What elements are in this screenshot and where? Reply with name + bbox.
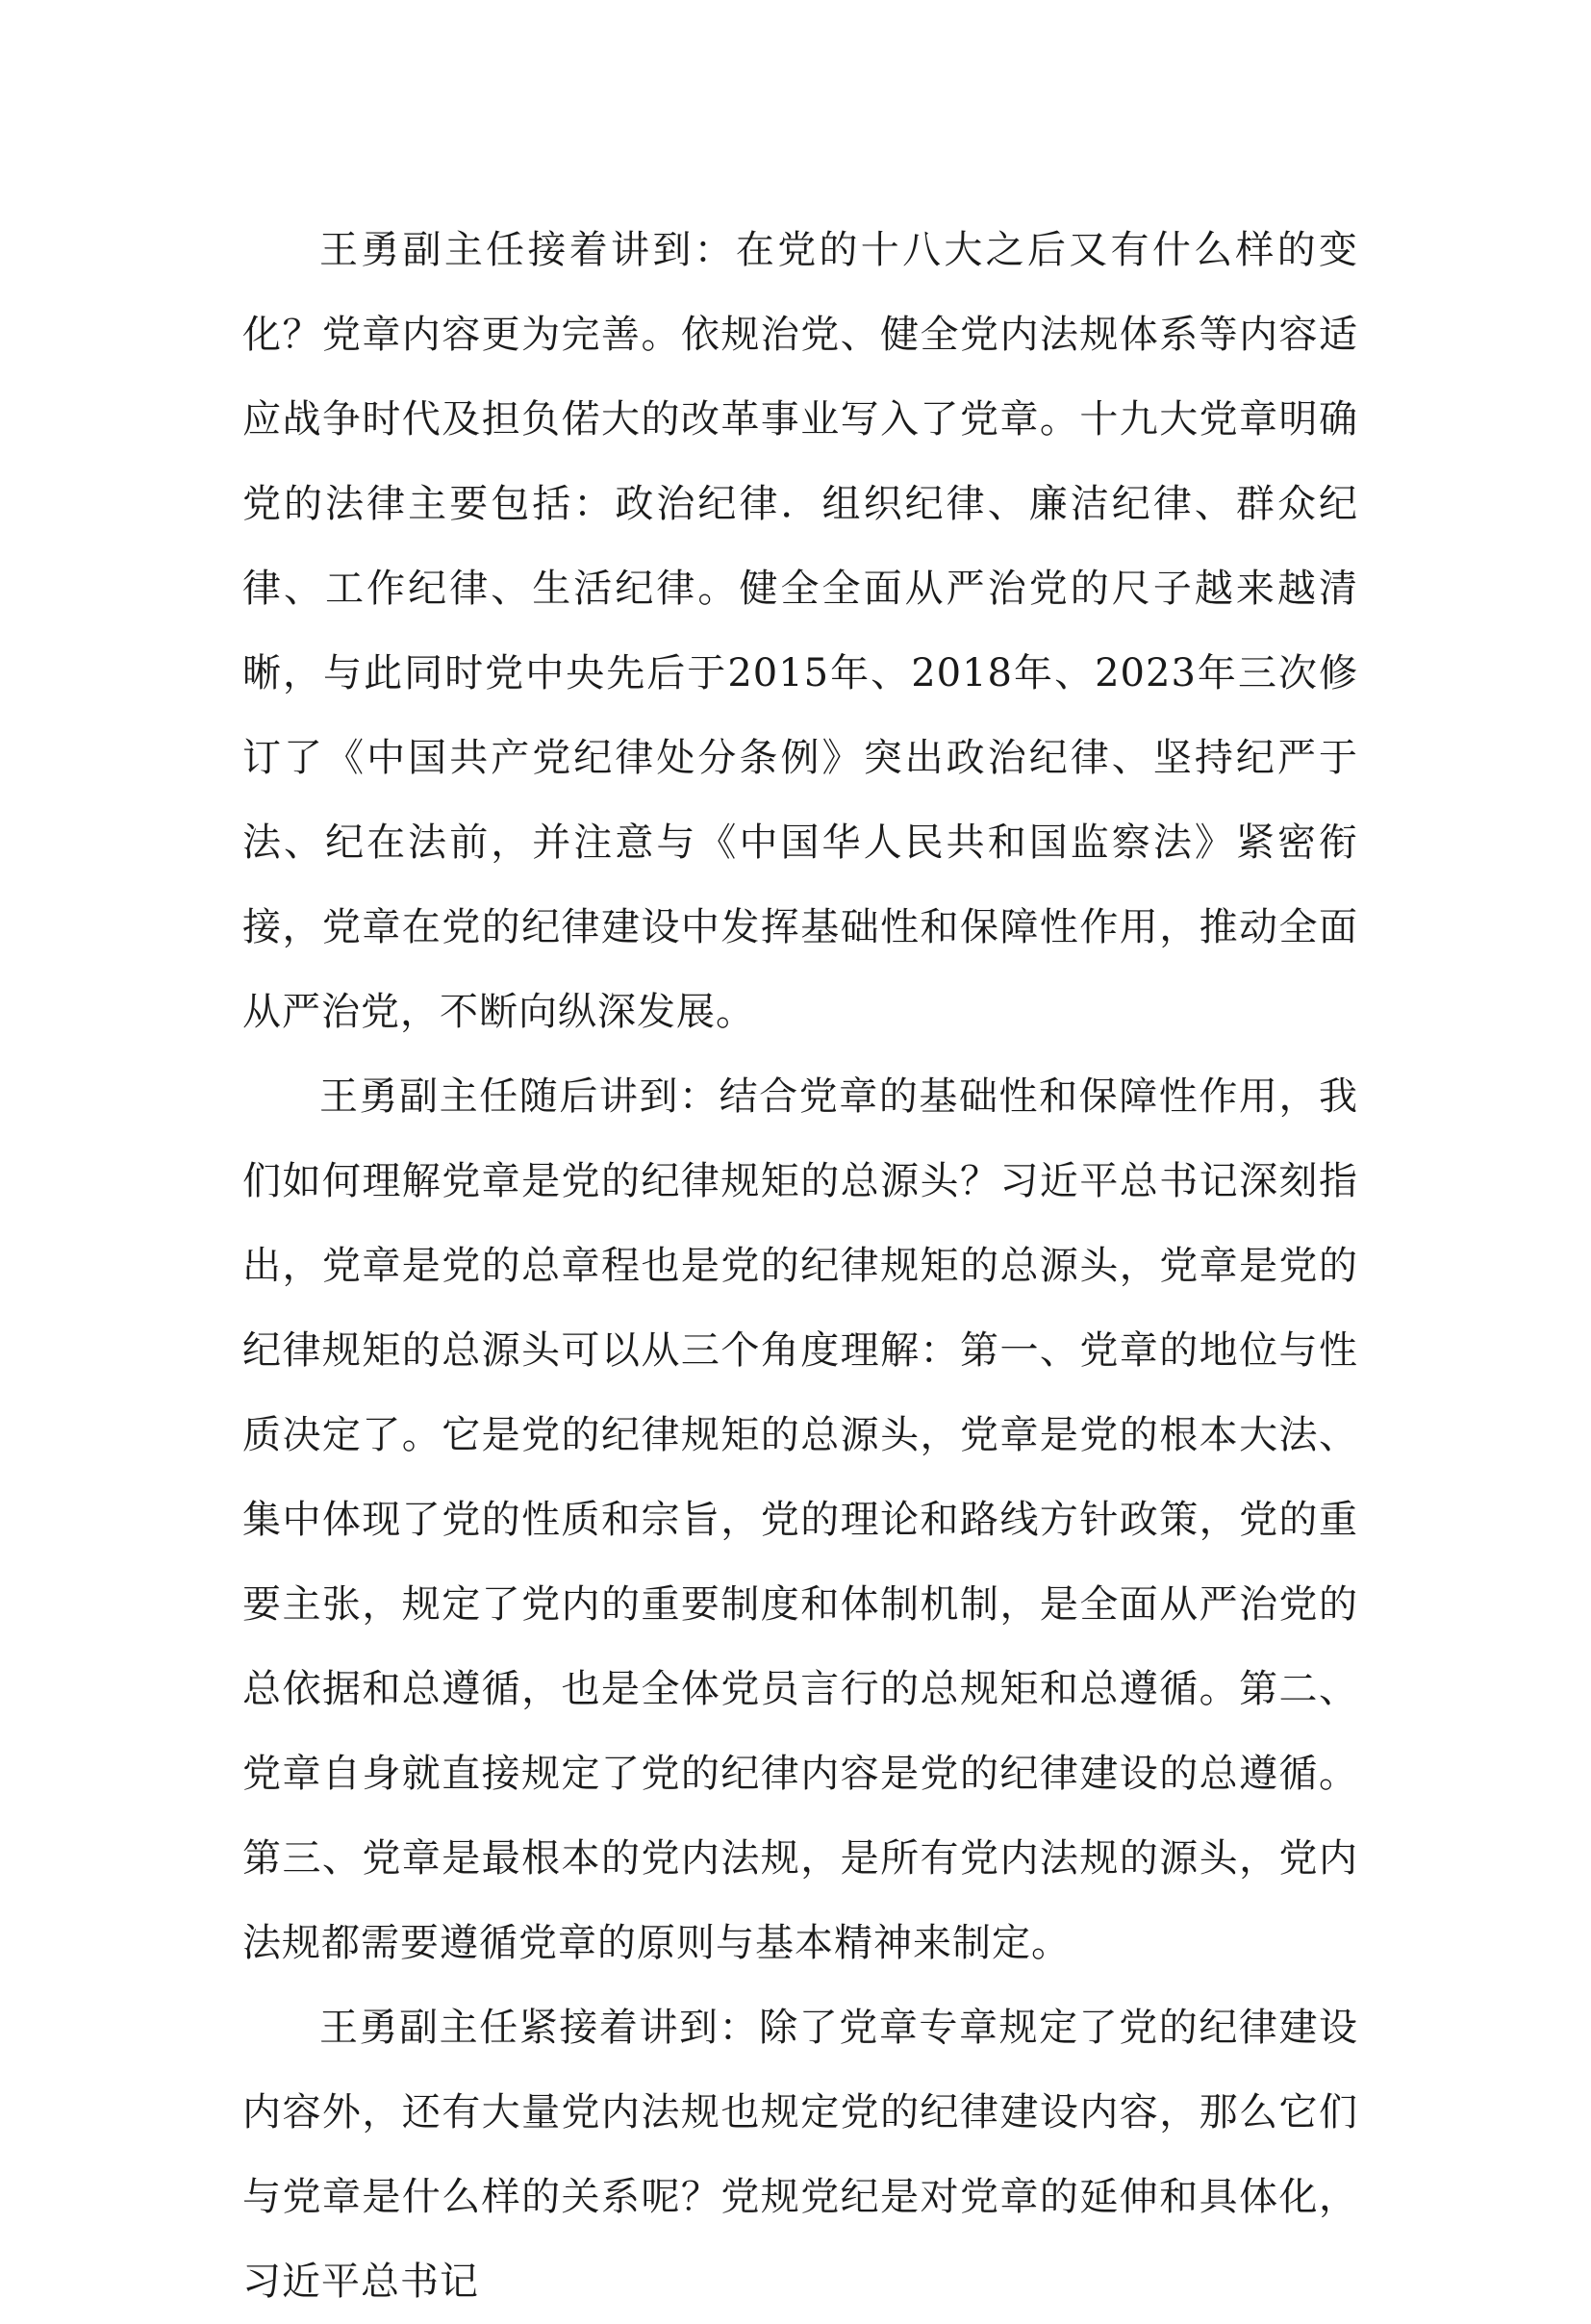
paragraph-3: 王勇副主任紧接着讲到：除了党章专章规定了党的纪律建设内容外，还有大量党内法规也规定党的纪律建设内容，那么它们与党章是什么样的关系呢？党规党纪是对党章的延伸和具体化，习近平总书记 bbox=[242, 2006, 1358, 2304]
document-body bbox=[242, 208, 1358, 2324]
paragraph-1: 王勇副主任接着讲到：在党的十八大之后又有什么样的变化？党章内容更为完善。依规治党、健全党内法规体系等内容适应战争时代及担负偌大的改革事业写入了党章。十九大党章明确党的法律主要包括：政治纪律．组织纪律、廉洁纪律、群众纪律、工作纪律、生活纪律。健全全面从严治党的尺子越来越清晰，与此同时党中央先后于2015年、2018年、2023年三次修订了《中国共产党纪律处分条例》突出政治纪律、坚持纪严于法、纪在法前，并注意与《中国华人民共和国监察法》紧密衔接，党章在党的纪律建设中发挥基础性和保障性作用，推动全面从严治党，不断向纵深发展。 bbox=[242, 228, 1358, 1034]
paragraph-2: 王勇副主任随后讲到：结合党章的基础性和保障性作用，我们如何理解党章是党的纪律规矩的总源头？习近平总书记深刻指出，党章是党的总章程也是党的纪律规矩的总源头，党章是党的纪律规矩的总源头可以从三个角度理解：第一、党章的地位与性质决定了。它是党的纪律规矩的总源头，党章是党的根本大法、集中体现了党的性质和宗旨，党的理论和路线方针政策，党的重要主张，规定了党内的重要制度和体制机制，是全面从严治党的总依据和总遵循，也是全体党员言行的总规矩和总遵循。第二、党章自身就直接规定了党的纪律内容是党的纪律建设的总遵循。第三、党章是最根本的党内法规，是所有党内法规的源头，党内法规都需要遵循党章的原则与基本精神来制定。 bbox=[242, 1074, 1358, 1965]
